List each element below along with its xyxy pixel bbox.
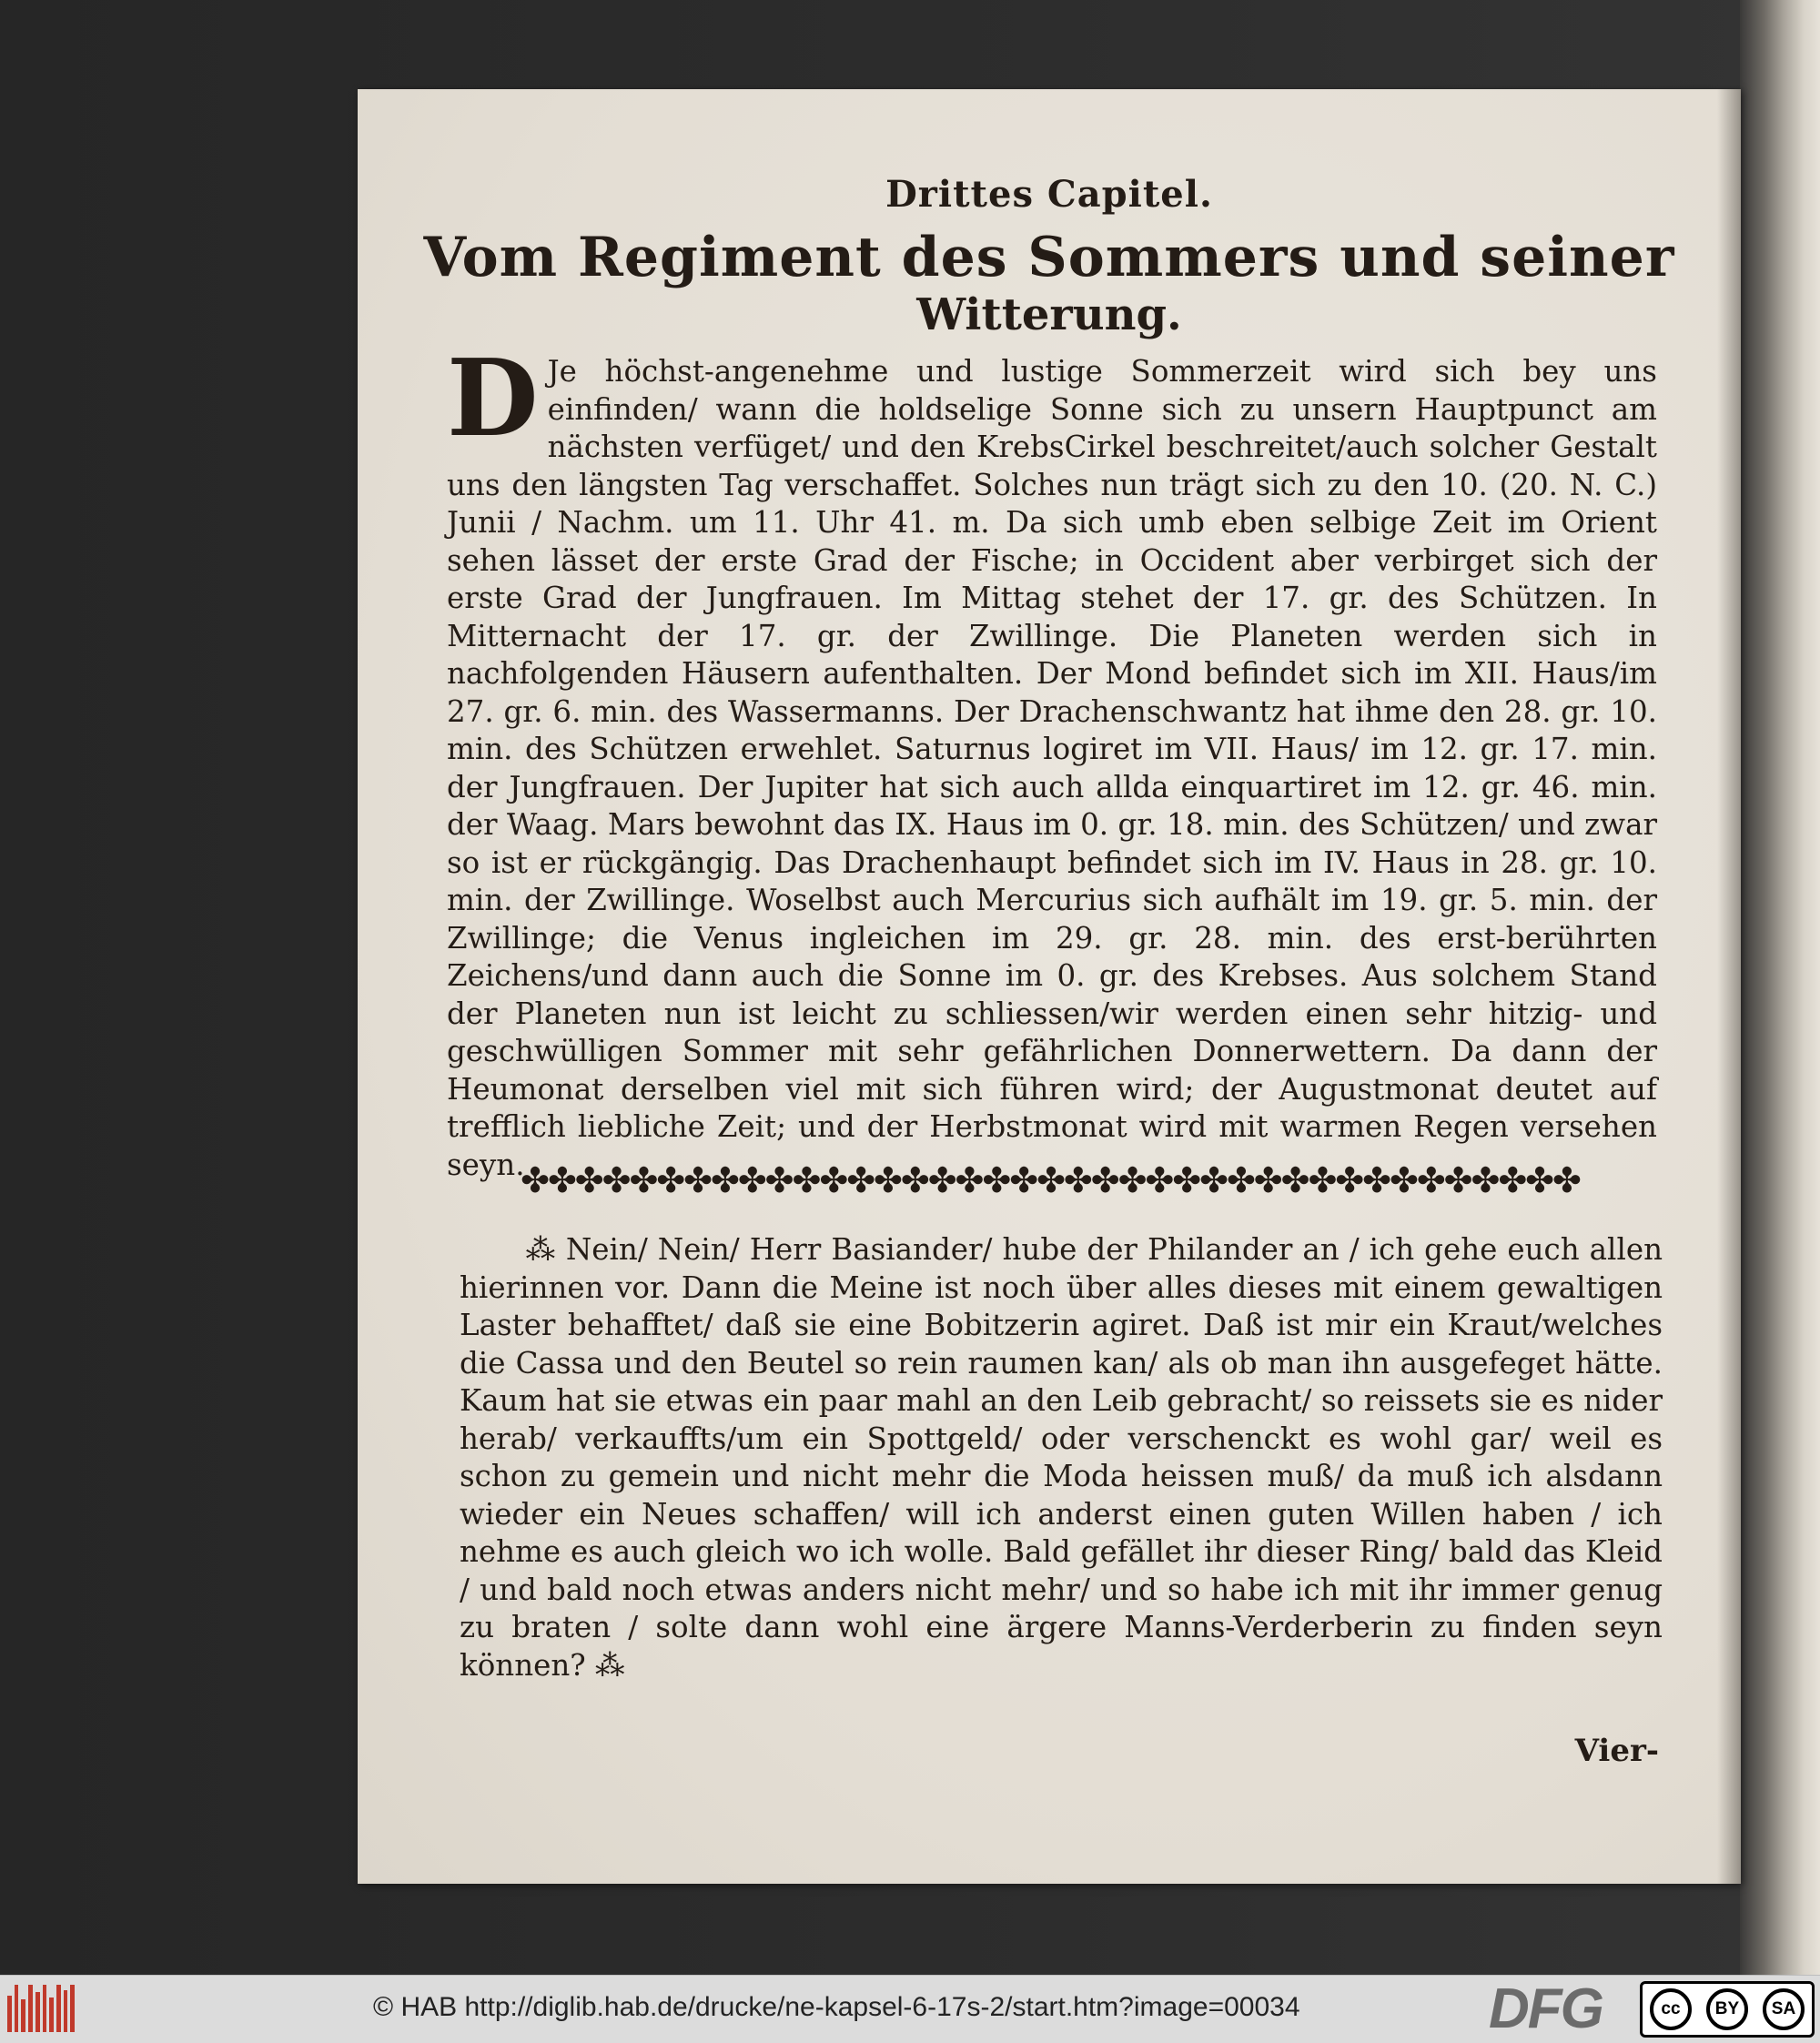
- copyright-link[interactable]: © HAB http://diglib.hab.de/drucke/ne-kapsel-6-17s-2/start.htm?image=00034: [373, 1992, 1300, 2022]
- chapter-title: Vom Regiment des Sommers und seiner: [423, 226, 1675, 289]
- book-edge: [1740, 0, 1820, 1975]
- paragraph-weather: [447, 337, 1657, 1184]
- catchword: Vier-: [1574, 1733, 1659, 1769]
- sa-icon: SA: [1763, 1988, 1805, 2030]
- barcode-icon: [7, 1985, 75, 2032]
- footer-bar: [0, 1975, 1820, 2043]
- ornamental-divider: ✤✤✤✤✤✤✤✤✤✤✤✤✤✤✤✤✤✤✤✤✤✤✤✤✤✤✤✤✤✤✤✤✤✤✤✤✤✤✤: [521, 1160, 1580, 1200]
- dfg-logo: DFG: [1489, 1977, 1603, 2040]
- cc-icon: cc: [1650, 1988, 1692, 2030]
- page-gutter-shadow: [1717, 89, 1741, 1884]
- by-icon: BY: [1706, 1988, 1748, 2030]
- paragraph-weather-text: Je höchst-angenehme und lustige Sommerzeit wird sich bey uns einfinden/ wann die holdselige Sonne sich zu unsern Hauptpunct am nächsten verfüget/ und den KrebsCirkel beschreitet/auch solcher Gestalt uns den längsten Tag verschaffet. Solches nun trägt sich zu den 10. (20. N. C.) Junii / Nachm. um 11. Uhr 41. m. Da sich umb eben selbige Zeit im Orient sehen lässet der erste Grad der Fische; in Occident aber verbirget sich der erste Grad der Jungfrauen. Im Mittag stehet der 17. gr. des Schützen. In Mitternacht der 17. gr. der Zwillinge. Die Planeten werden sich in nachfolgenden Häusern aufenthalten. Der Mond befindet sich im XII. Haus/im 27. gr. 6. min. des Wassermanns. Der Drachenschwantz hat ihme den 28. gr. 10. min. des Schützen erwehlet. Saturnus logiret im VII. Haus/ im 12. gr. 17. min. der Jungfrauen. Der Jupiter hat sich auch allda einquartiret im 12. gr. 46. min. der Waag. Mars bewohnt das IX. Haus im 0. gr. 18. min. des Schützen/ und zwar so ist er rückgängig. Das Drachenhaupt befindet sich im IV. Haus in 28. gr. 10. min. der Zwillinge. Woselbst auch Mercurius sich aufhält im 19. gr. 5. min. der Zwillinge; die Venus ingleichen im 29. gr. 28. min. des erst-berührten Zeichens/und dann auch die Sonne im 0. gr. des Krebses. Aus solchem Stand der Planeten nun ist leicht zu schliessen/wir werden einen sehr hitzig- und geschwülligen Sommer mit sehr gefährlichen Donnerwettern. Da dann der Heumonat derselben viel mit sich führen wird; der Augustmonat deutet auf trefflich liebliche Zeit; und der Herbstmonat wird mit warmen Regen versehen seyn.: [447, 354, 1657, 1182]
- cc-license-badge[interactable]: [1640, 1981, 1815, 2038]
- document-page: [358, 89, 1741, 1884]
- chapter-title-continued: Witterung.: [916, 289, 1182, 340]
- drop-cap: D: [447, 337, 539, 460]
- paragraph-dialogue-text: ⁂ Nein/ Nein/ Herr Basiander/ hube der Philander an / ich gehe euch allen hierinnen vor. Dann die Meine ist noch über alles dieses mit einem gewaltigen Laster behafftet/ daß sie eine Bobitzerin agiret. Daß ist mir ein Kraut/welches die Cassa und den Beutel so rein raumen kan/ als ob man ihn ausgefeget hätte. Kaum hat sie etwas ein paar mahl an den Leib gebracht/ so reissets sie es nider herab/ verkauffts/um ein Spottgeld/ oder verschenckt es wohl gar/ weil es schon zu gemein und nicht mehr die Moda heissen muß/ da muß ich alsdann wieder ein Neues schaffen/ will ich anderst einen guten Willen haben / ich nehme es auch gleich wo ich wolle. Bald gefället ihr dieser Ring/ bald das Kleid / und bald noch etwas anders nicht mehr/ und so habe ich mit ihr immer genug zu braten / solte dann wohl eine ärgere Manns-Verderberin zu finden seyn können? ⁂: [460, 1232, 1663, 1683]
- chapter-heading: Drittes Capitel.: [885, 173, 1213, 216]
- paragraph-dialogue: [460, 1231, 1663, 1684]
